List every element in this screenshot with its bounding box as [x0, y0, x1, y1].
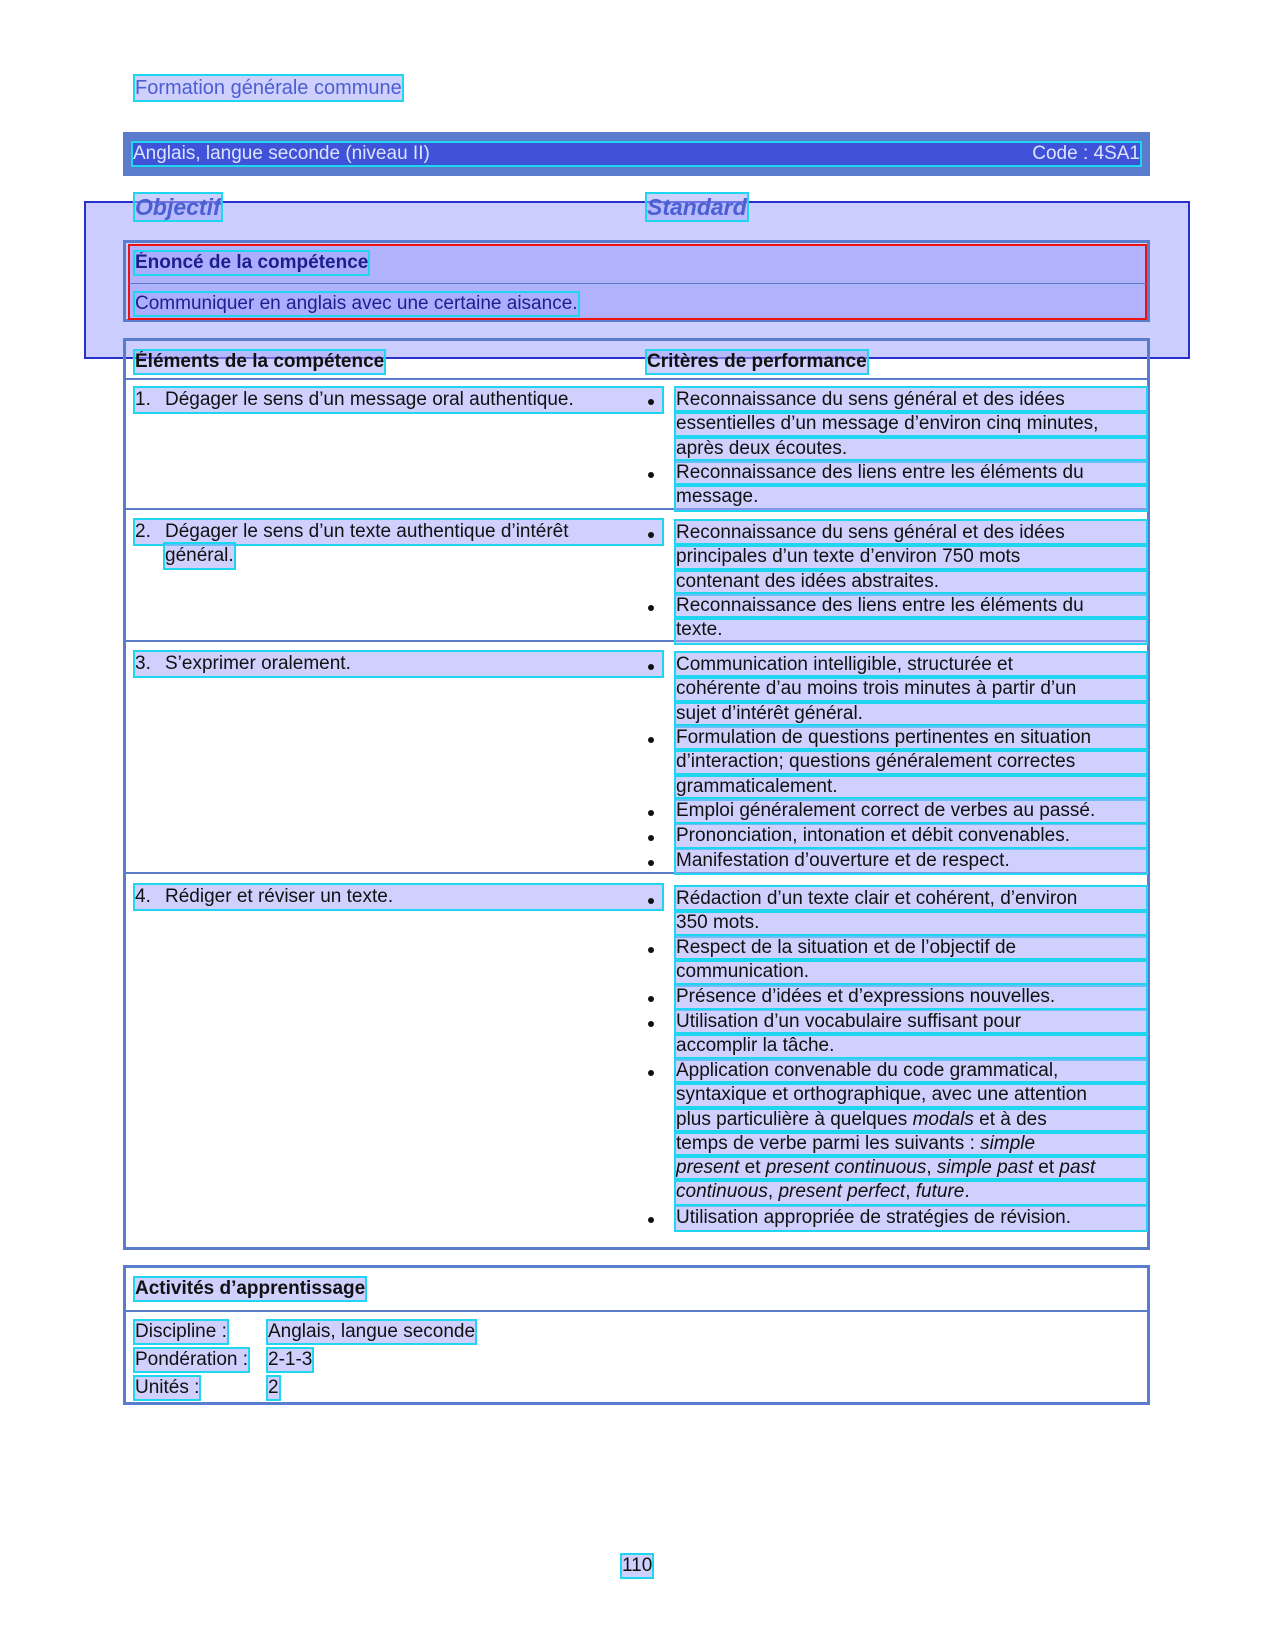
bullet-icon: [648, 399, 654, 405]
bullet-icon: [648, 1217, 654, 1223]
criterion-line: d’interaction; questions généralement correctes: [676, 750, 1146, 774]
criterion-line: Application convenable du code grammatical,: [676, 1059, 1146, 1083]
criterion-line: sujet d’intérêt général.: [676, 702, 1146, 726]
criterion-line: Utilisation appropriée de stratégies de révision.: [676, 1206, 1146, 1230]
criterion-item: [676, 461, 1146, 510]
criterion-item: [676, 1010, 1146, 1059]
bullet-icon: [648, 860, 654, 866]
divider: [129, 283, 1146, 284]
criterion-line: plus particulière à quelques modals et à des: [676, 1108, 1146, 1132]
page-number: 110: [622, 1555, 653, 1576]
criterion-line: Communication intelligible, structurée et: [676, 653, 1146, 677]
criterion-line: Formulation de questions pertinentes en situation: [676, 726, 1146, 750]
element-item: [135, 885, 662, 909]
criterion-line: après deux écoutes.: [676, 437, 1146, 461]
enonce-title: Énoncé de la compétence: [135, 252, 369, 273]
criterion-line: cohérente d’au moins trois minutes à partir d’un: [676, 677, 1146, 701]
element-item: [135, 520, 662, 544]
bullet-icon: [648, 996, 654, 1002]
criterion-line: Emploi généralement correct de verbes au passé.: [676, 799, 1146, 823]
enonce-text: Communiquer en anglais avec une certaine aisance.: [135, 293, 578, 314]
element-text: S’exprimer oralement.: [165, 653, 351, 674]
table-row-divider: [123, 378, 1150, 380]
bullet-icon: [648, 532, 654, 538]
criterion-line: accomplir la tâche.: [676, 1034, 1146, 1058]
criterion-line: continuous, present perfect, future.: [676, 1180, 1146, 1204]
criterion-item: [676, 887, 1146, 936]
criterion-line: syntaxique et orthographique, avec une attention: [676, 1083, 1146, 1107]
criterion-line: contenant des idées abstraites.: [676, 570, 1146, 594]
column-header-criteres: Critères de performance: [647, 351, 867, 372]
column-header-elements: Éléments de la compétence: [135, 351, 385, 372]
criterion-line: Présence d’idées et d’expressions nouvelles.: [676, 985, 1146, 1009]
criterion-item: [676, 1059, 1146, 1205]
bullet-icon: [648, 664, 654, 670]
bullet-icon: [648, 605, 654, 611]
criterion-line: essentielles d’un message d’environ cinq minutes,: [676, 412, 1146, 436]
unites-label: Unités :: [135, 1377, 200, 1398]
criterion-item: [676, 594, 1146, 643]
ponderation-label: Pondération :: [135, 1349, 249, 1370]
element-text-continued: général.: [165, 545, 234, 566]
criterion-item: [676, 849, 1146, 873]
element-number: 4.: [135, 886, 151, 907]
ponderation-value: 2-1-3: [268, 1349, 313, 1370]
criterion-item: [676, 521, 1146, 594]
bullet-icon: [648, 737, 654, 743]
objectif-heading: Objectif: [135, 194, 221, 220]
criterion-line: grammaticalement.: [676, 775, 1146, 799]
criterion-item: [676, 388, 1146, 461]
criterion-line: Utilisation d’un vocabulaire suffisant pour: [676, 1010, 1146, 1034]
criterion-item: [676, 985, 1146, 1009]
criterion-line: Reconnaissance des liens entre les éléments du: [676, 461, 1146, 485]
criterion-line: communication.: [676, 960, 1146, 984]
criterion-line: Reconnaissance du sens général et des idées: [676, 521, 1146, 545]
discipline-value: Anglais, langue seconde: [268, 1321, 476, 1342]
element-number: 1.: [135, 389, 151, 410]
bullet-icon: [648, 947, 654, 953]
element-item: [135, 652, 662, 676]
criterion-line: Rédaction d’un texte clair et cohérent, d’environ: [676, 887, 1146, 911]
criterion-item: [676, 1206, 1146, 1230]
criterion-line: Prononciation, intonation et débit convenables.: [676, 824, 1146, 848]
criterion-line: Manifestation d’ouverture et de respect.: [676, 849, 1146, 873]
element-text: Rédiger et réviser un texte.: [165, 886, 394, 907]
criterion-item: [676, 824, 1146, 848]
criterion-line: present et present continuous, simple past et past: [676, 1156, 1146, 1180]
divider: [123, 1310, 1150, 1312]
element-text: Dégager le sens d’un texte authentique d’intérêt: [165, 521, 569, 542]
criterion-line: Reconnaissance des liens entre les éléments du: [676, 594, 1146, 618]
criterion-line: principales d’un texte d’environ 750 mots: [676, 545, 1146, 569]
element-text: Dégager le sens d’un message oral authentique.: [165, 389, 574, 410]
bullet-icon: [648, 1021, 654, 1027]
criterion-line: temps de verbe parmi les suivants : simple: [676, 1132, 1146, 1156]
element-item: [135, 388, 662, 412]
standard-heading: Standard: [647, 194, 747, 220]
bullet-icon: [648, 835, 654, 841]
criterion-item: [676, 799, 1146, 823]
criterion-line: Respect de la situation et de l’objectif de: [676, 936, 1146, 960]
criterion-item: [676, 653, 1146, 726]
discipline-label: Discipline :: [135, 1321, 227, 1342]
criterion-item: [676, 726, 1146, 799]
bullet-icon: [648, 810, 654, 816]
bullet-icon: [648, 898, 654, 904]
criterion-line: texte.: [676, 618, 1146, 642]
criterion-line: 350 mots.: [676, 911, 1146, 935]
bullet-icon: [648, 472, 654, 478]
course-code: Code : 4SA1: [1032, 143, 1140, 164]
activites-title: Activités d’apprentissage: [135, 1278, 366, 1299]
bullet-icon: [648, 1070, 654, 1076]
criterion-item: [676, 936, 1146, 985]
course-header-bar: [123, 132, 1150, 176]
element-number: 2.: [135, 521, 151, 542]
element-number: 3.: [135, 653, 151, 674]
section-label: Formation générale commune: [135, 77, 402, 99]
unites-value: 2: [268, 1377, 279, 1398]
course-title: Anglais, langue seconde (niveau II): [133, 143, 430, 164]
criterion-line: Reconnaissance du sens général et des idées: [676, 388, 1146, 412]
criterion-line: message.: [676, 485, 1146, 509]
